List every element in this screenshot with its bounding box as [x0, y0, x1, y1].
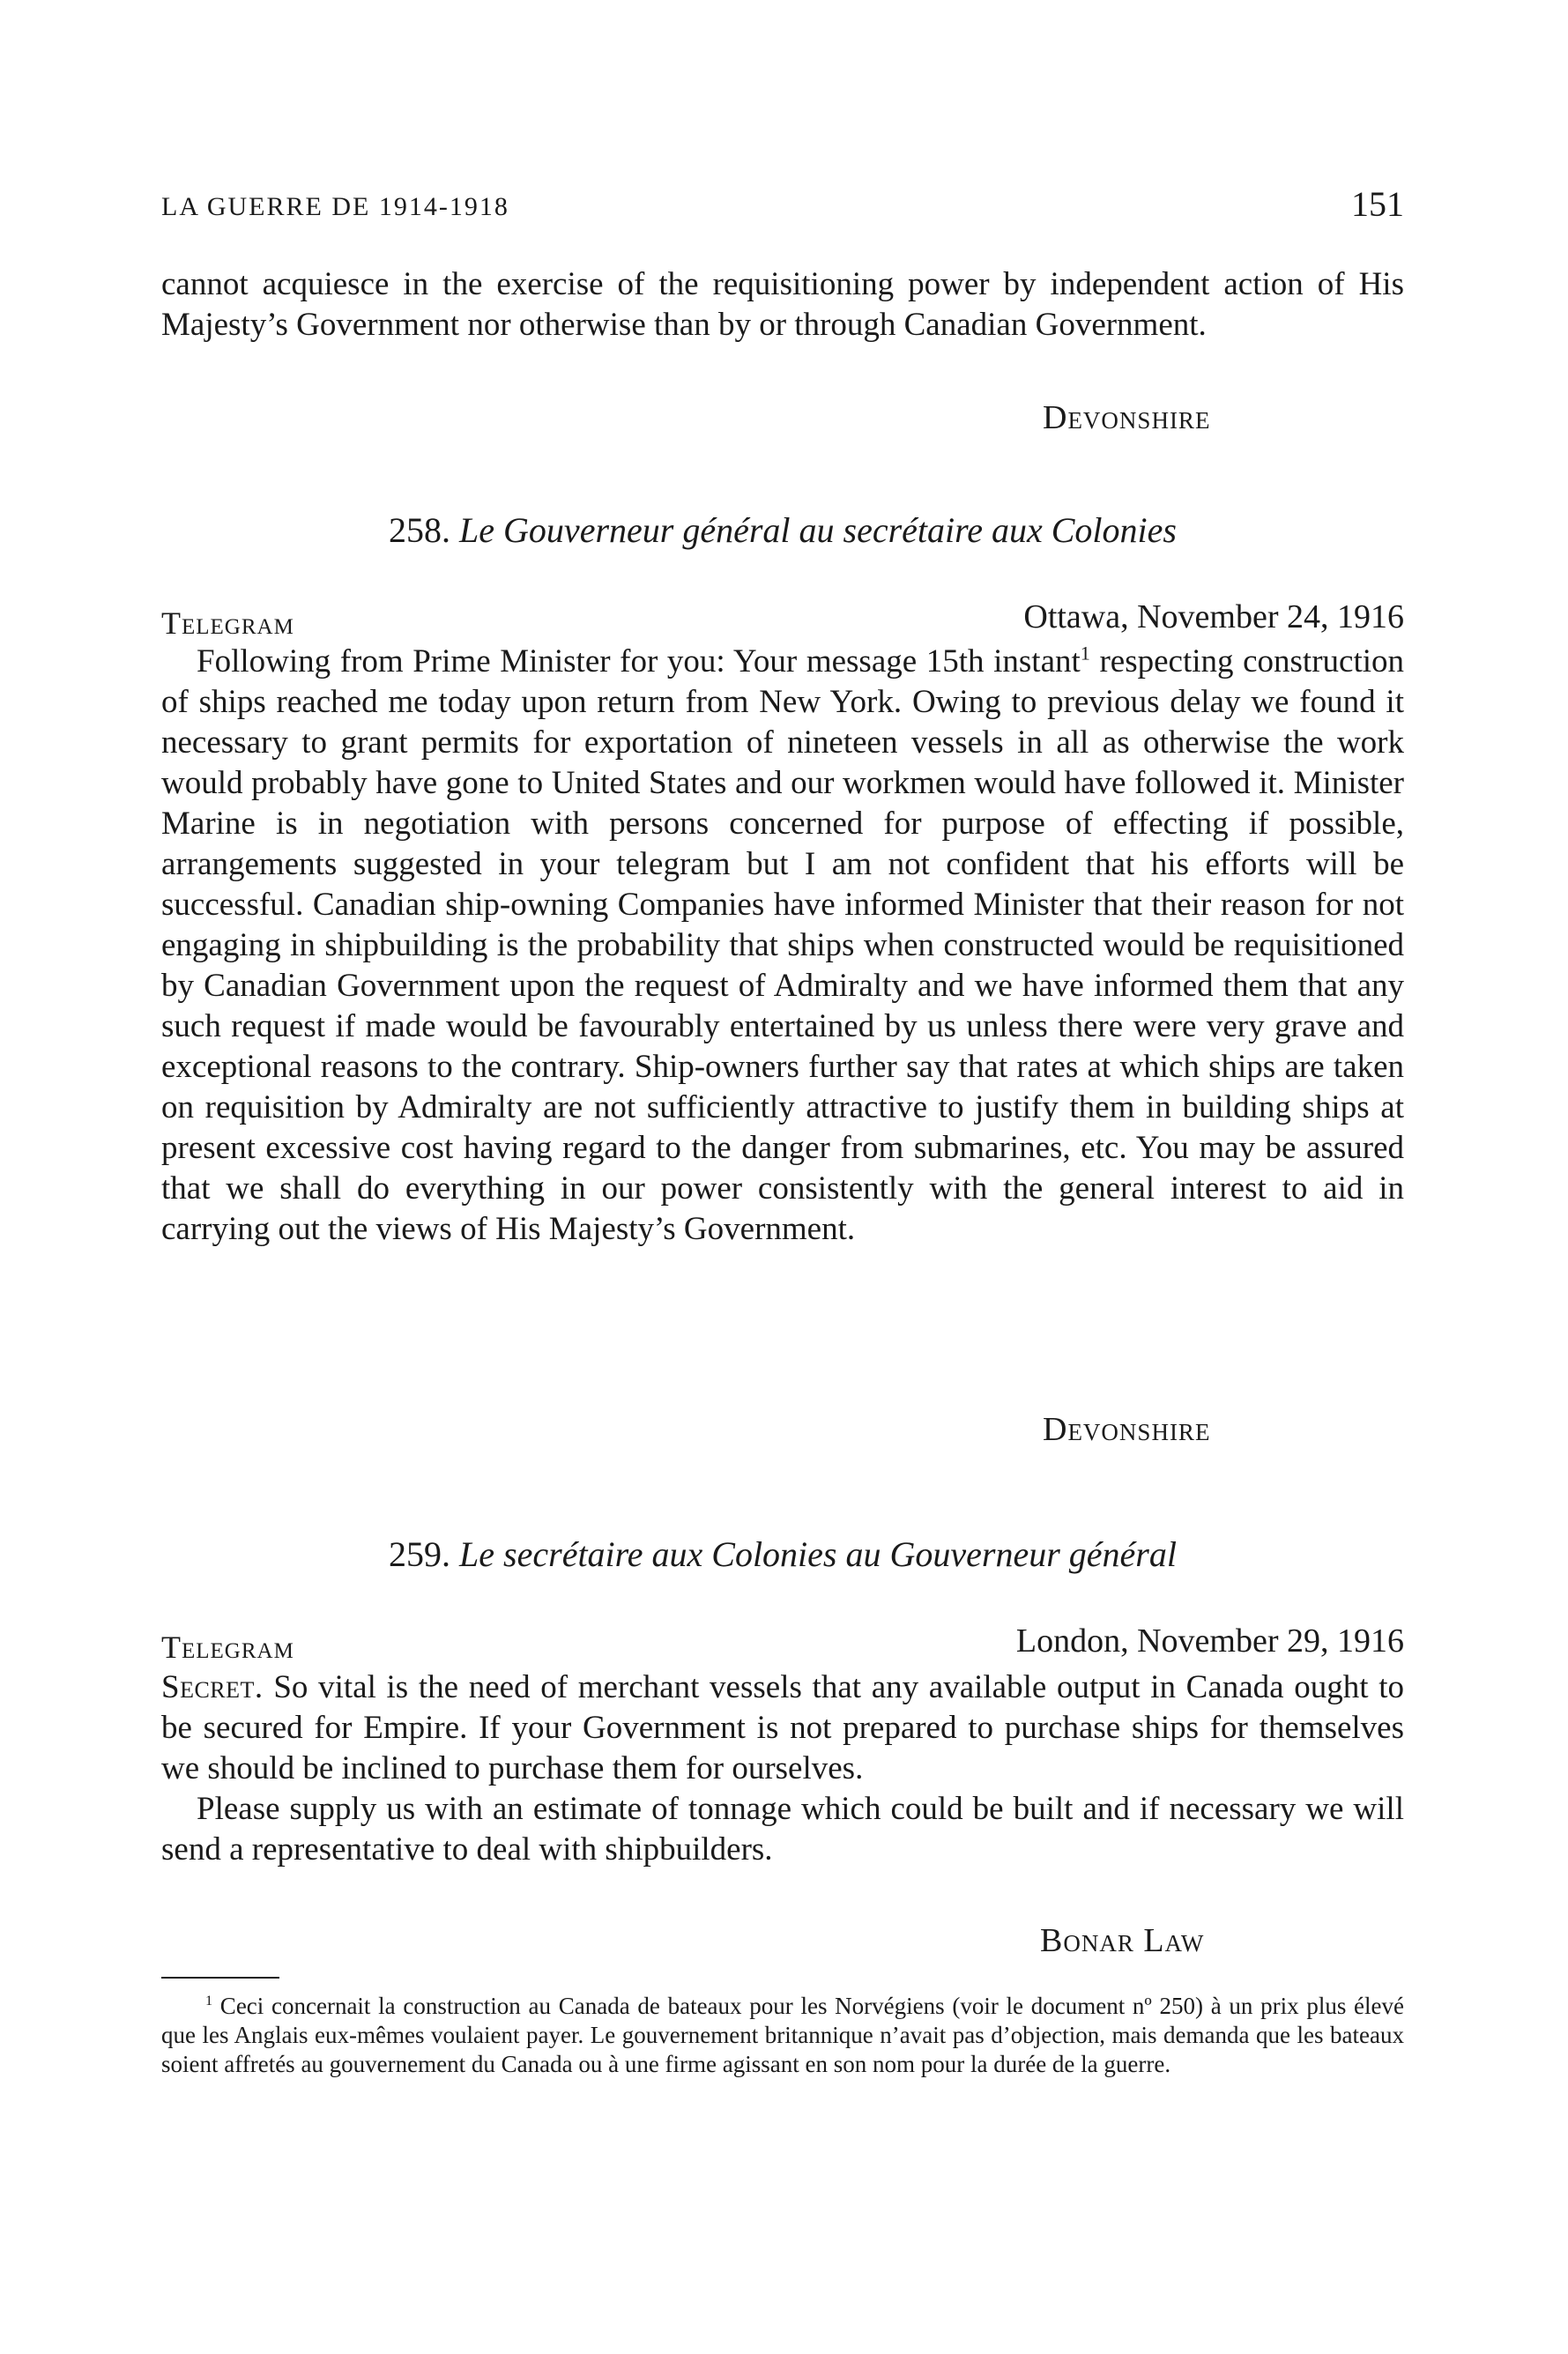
document-number: 259. — [389, 1534, 451, 1574]
paragraph-text: So vital is the need of merchant vessels that any available output in Canada ought to be secured for Empire. If your Government is not prepared to purchase ships for themselves we should be inclined to purchase them for ourselves. — [161, 1669, 1404, 1786]
document-258-signature: Devonshire — [1043, 1411, 1211, 1448]
footnote-text — [161, 1992, 1404, 2079]
telegram-label: Telegram — [161, 605, 294, 641]
footnote-reference[interactable]: 1 — [1080, 642, 1090, 665]
document-heading — [161, 1533, 1404, 1575]
continuation-block — [161, 264, 1404, 345]
footnote-body: Ceci concernait la construction au Canada de bateaux pour les Norvégiens (voir le document nº 250) à un prix plus élevé que les Anglais eux-mêmes voulaient payer. Le gouvernement britannique n’avait pas d’objection, mais demanda que les bateaux soient affretés au gouvernement du Canada ou à une firme agissant en son nom pour la durée de la guerre. — [161, 1993, 1404, 2077]
place-date: London, November 29, 1916 — [1015, 1623, 1404, 1660]
telegram-paragraph — [161, 1667, 1404, 1789]
telegram-paragraph: Please supply us with an estimate of tonnage which could be built and if necessary we will send a representative to deal with shipbuilders. — [161, 1791, 1404, 1868]
running-header — [161, 183, 1404, 227]
continuation-signature: Devonshire — [1043, 399, 1211, 436]
telegram-meta — [161, 598, 1404, 642]
document-number: 258. — [389, 510, 451, 550]
document-title: Le Gouverneur général au secrétaire aux Colonies — [459, 510, 1177, 550]
document-heading — [161, 509, 1404, 551]
secret-label: Secret. — [161, 1669, 264, 1705]
telegram-body — [161, 642, 1404, 1250]
footnote — [161, 1992, 1404, 2079]
footnote-divider — [161, 1977, 279, 1979]
continuation-text: cannot acquiesce in the exercise of the requisitioning power by independent action of His Majesty’s Government nor otherwise than by or through Canadian Government. — [161, 266, 1404, 343]
footnote-marker: 1 — [205, 1993, 213, 2009]
document-title: Le secrétaire aux Colonies au Gouverneur général — [459, 1534, 1177, 1574]
page-number: 151 — [1351, 184, 1404, 224]
document-259-signature: Bonar Law — [1040, 1922, 1205, 1959]
running-title: LA GUERRE DE 1914-1918 — [161, 192, 509, 221]
place-date: Ottawa, November 24, 1916 — [1023, 598, 1404, 635]
telegram-meta — [161, 1622, 1404, 1666]
body-text-start: Following from Prime Minister for you: Your message 15th instant — [197, 643, 1081, 679]
body-text-end: respecting construction of ships reached me today upon return from New York. Owing to previous delay we found it necessary to grant permits for exportation of nineteen vessels in all as otherwise the work would probably have gone to United States and our workmen would have followed it. Minister Marine is in negotiation with persons concerned for purpose of effecting if possible, arrangements suggested in your telegram but I am not confident that his efforts will be successful. Canadian ship-owning Companies have informed Minister that their reason for not engaging in shipbuilding is the probability that ships when constructed would be requisitioned by Canadian Government upon the request of Admiralty and we have informed them that any such request if made would be favourably entertained by us unless there were very grave and exceptional reasons to the contrary. Ship-owners further say that rates at which ships are taken on requisition by Admiralty are not sufficiently attractive to justify them in building ships at present excessive cost having regard to the danger from submarines, etc. You may be assured that we shall do everything in our power consistently with the general interest to aid in carrying out the views of His Majesty’s Government. — [161, 643, 1404, 1247]
telegram-label: Telegram — [161, 1630, 294, 1665]
telegram-body — [161, 1667, 1404, 1870]
